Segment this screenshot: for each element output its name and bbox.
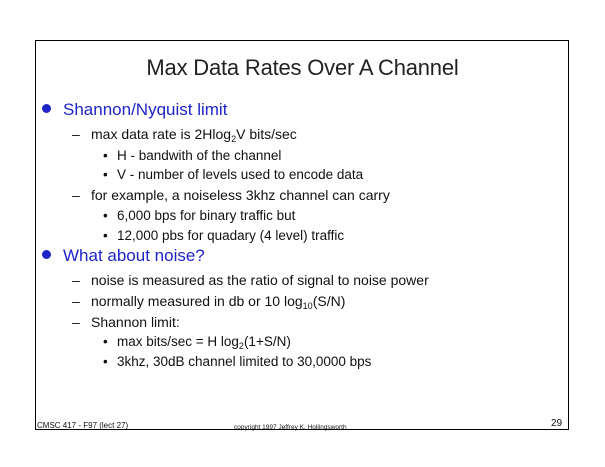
sublist-text: 12,000 pbs for quadary (4 level) traffic: [117, 228, 345, 243]
sublist-text: 3khz, 30dB channel limited to 30,0000 bps: [117, 354, 372, 369]
sublist-text-post: (1+S/N): [243, 334, 291, 349]
list-item-db: [72, 293, 345, 309]
item-text: max data rate is 2Hlog: [91, 126, 232, 142]
dash-icon: –: [72, 126, 80, 142]
item-text: normally measured in db or 10 log: [91, 293, 303, 309]
list-item-noise-ratio: [72, 272, 429, 288]
subscript: 2: [231, 134, 237, 144]
sublist-item: [103, 354, 371, 369]
dash-icon: –: [72, 314, 80, 330]
sublist-item: [103, 167, 363, 182]
list-item-max-rate: [72, 126, 297, 142]
sublist-text: max bits/sec = H log: [117, 334, 239, 349]
subscript: 10: [302, 301, 313, 311]
dash-icon: –: [72, 272, 80, 288]
list-item-shannon-limit: [72, 314, 180, 330]
item-text: noise is measured as the ratio of signal to noise power: [91, 272, 429, 288]
small-bullet-icon: •: [103, 208, 108, 223]
slide-title: Max Data Rates Over A Channel: [146, 55, 459, 80]
item-text-post: (S/N): [312, 293, 346, 309]
sublist-text: 6,000 bps for binary traffic but: [117, 208, 296, 223]
bullet-dot-icon: [42, 104, 51, 113]
sublist-item: [103, 334, 291, 349]
page-number: 29: [551, 418, 563, 429]
list-item-example: [72, 187, 390, 203]
small-bullet-icon: •: [103, 334, 108, 349]
item-text-post: V bits/sec: [236, 126, 297, 142]
dash-icon: –: [72, 187, 80, 203]
section-heading-shannon: [42, 100, 227, 120]
footer-course: CMSC 417 - F97 (lect 27): [37, 421, 129, 430]
sublist-item: [103, 148, 281, 163]
item-text: for example, a noiseless 3khz channel can carry: [91, 187, 390, 203]
footer-copyright: copyright 1997 Jeffrey K. Hollingsworth: [234, 424, 347, 431]
item-text: Shannon limit:: [91, 314, 180, 330]
section-heading-text: Shannon/Nyquist limit: [63, 100, 228, 119]
sublist-item: [103, 228, 344, 243]
small-bullet-icon: •: [103, 167, 108, 182]
section-heading-text: What about noise?: [63, 246, 205, 265]
subscript: 2: [238, 341, 244, 351]
sublist-text: V - number of levels used to encode data: [117, 167, 364, 182]
sublist-text: H - bandwith of the channel: [117, 148, 282, 163]
small-bullet-icon: •: [103, 148, 108, 163]
section-heading-noise: [42, 246, 205, 266]
sublist-item: [103, 208, 295, 223]
small-bullet-icon: •: [103, 228, 108, 243]
small-bullet-icon: •: [103, 354, 108, 369]
dash-icon: –: [72, 293, 80, 309]
bullet-dot-icon: [42, 250, 51, 259]
